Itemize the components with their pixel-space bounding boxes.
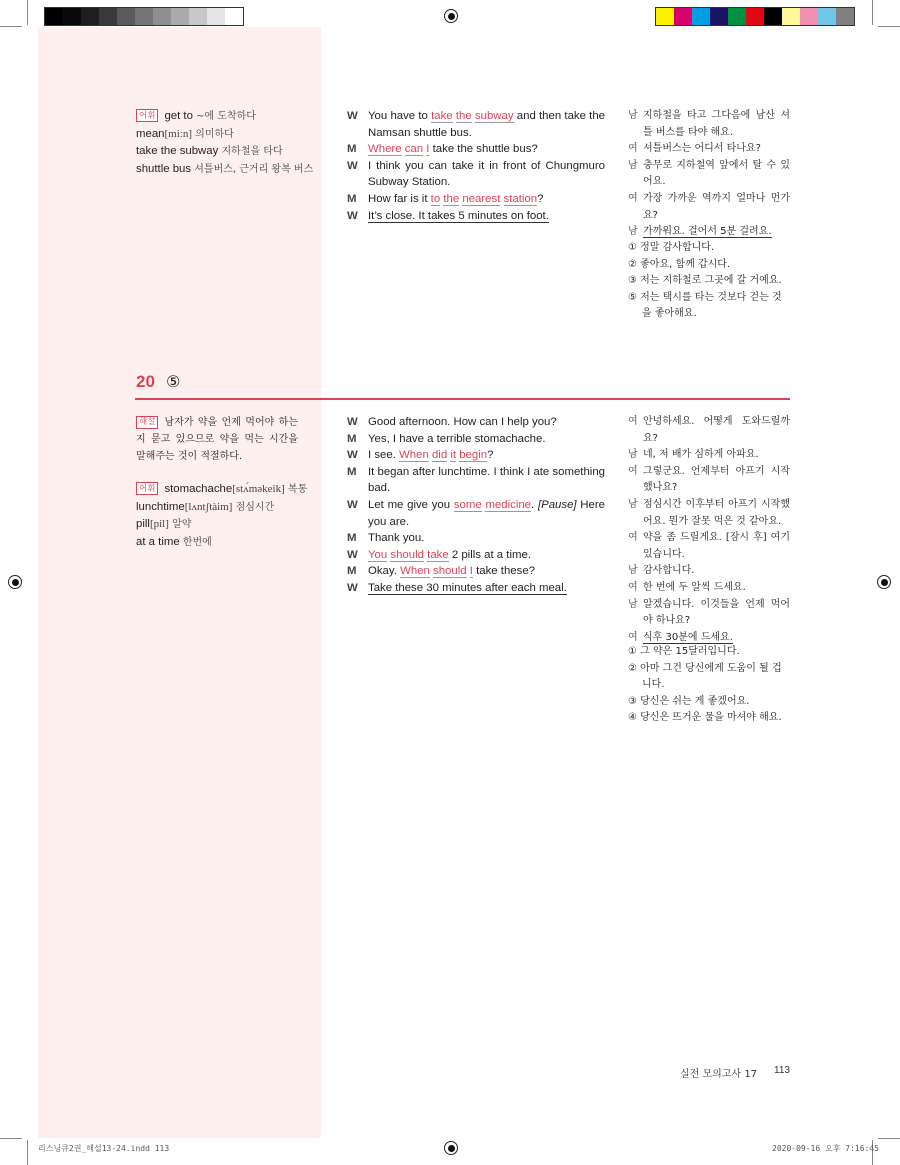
speaker-label: M [347, 432, 357, 445]
dialog-text [368, 497, 605, 530]
color-swatch [171, 8, 189, 25]
crop-mark [0, 1138, 22, 1139]
speaker-label: W [347, 159, 358, 172]
dictation-blank: nearest [462, 192, 501, 205]
dialog-sentence [368, 499, 605, 528]
dialog-sentence [368, 549, 531, 562]
q20-options [628, 644, 790, 727]
speaker-label: 여 [628, 143, 638, 155]
translation-sentence: 안녕하세요. 어떻게 도와드릴까요? [643, 416, 790, 444]
dialog-text [368, 547, 605, 564]
dictation-blank: the [455, 110, 472, 122]
color-swatch [782, 8, 800, 25]
dialog-fragment: take the shuttle bus? [429, 143, 538, 156]
color-swatch [117, 8, 135, 25]
color-swatch [800, 8, 818, 25]
translation-text [643, 597, 790, 630]
translation-line [628, 530, 790, 563]
vocab-word: mean [136, 127, 165, 140]
translation-sentence: 가까워요. 걸어서 5분 걸려요. [643, 226, 772, 238]
speaker-label: W [347, 416, 358, 428]
speaker-label: 남 [628, 598, 638, 610]
vocab-item [136, 534, 316, 552]
crop-mark [878, 26, 900, 27]
color-swatch [728, 8, 746, 25]
explanation-text: 남자가 약을 언제 먹어야 하는지 묻고 있으므로 약을 먹는 시간을 말해주는 것이 적절하다. [136, 417, 298, 462]
speaker-label: 여 [628, 581, 638, 593]
vocab-meaning: 의미하다 [195, 128, 234, 140]
dictation-blank: take [431, 110, 453, 122]
dialog-text [368, 431, 605, 448]
dialog-fragment: It’s close. It takes 5 minutes on foot. [368, 209, 549, 222]
speaker-label: W [347, 498, 358, 511]
dialog-fragment: ? [537, 192, 544, 205]
translation-line [628, 108, 790, 141]
vocab-item [136, 126, 316, 144]
dialog-fragment: I see. [368, 449, 400, 462]
translation-sentence: 지하철을 타고 그다음에 남산 셔틀 버스를 타야 해요. [643, 110, 790, 138]
vocab-meaning: 셔틀버스, 근거리 왕복 버스 [194, 163, 314, 175]
gray-color-bar [44, 7, 244, 26]
vocab-pronunciation: [lʌntʃtàim] [184, 500, 233, 513]
dialog-fragment: and then take the Namsan shuttle bus. [368, 110, 605, 139]
color-swatch [656, 8, 674, 25]
speaker-label: W [347, 449, 358, 462]
dialog-sentence [368, 416, 557, 428]
vocab-word: pill [136, 518, 150, 531]
dialog-line [347, 191, 605, 208]
registration-mark-icon [8, 575, 22, 589]
dialog-text [368, 158, 605, 191]
dialog-line [347, 497, 605, 530]
dialog-text [368, 108, 605, 141]
answer-option: ② 아마 그건 당신에게 도움이 될 겁니다. [628, 662, 782, 691]
translation-sentence: 점심시간 이후부터 아프기 시작했어요. 뭔가 잘못 먹은 것 같아요. [643, 498, 790, 527]
translation-line [628, 141, 790, 158]
q20-vocab [136, 481, 316, 551]
dictation-blank: begin [459, 449, 488, 462]
color-swatch [818, 8, 836, 25]
dialog-line [347, 158, 605, 191]
answer-option: ① 정말 감사합니다. [628, 242, 715, 253]
vocab-meaning: ~에 도착하다 [196, 111, 256, 122]
color-swatch [45, 8, 63, 25]
translation-text [643, 158, 790, 191]
translation-line [628, 191, 790, 224]
dialog-fragment: 2 pills at a time. [448, 548, 531, 561]
vocab-meaning: 지하철을 타다 [221, 146, 283, 158]
dictation-blank: medicine [485, 498, 532, 511]
registration-mark-icon [877, 575, 891, 589]
color-swatch [135, 8, 153, 25]
dialog-fragment: I think you can take it in front of Chungmuro Subway Station. [368, 159, 605, 189]
dialog-sentence [368, 565, 535, 578]
dialog-sentence [368, 532, 424, 544]
color-swatch [746, 8, 764, 25]
color-swatch [153, 8, 171, 25]
dialog-text [368, 447, 605, 464]
translation-text [643, 141, 790, 158]
dictation-blank: I [469, 565, 473, 578]
translation-sentence: 한 번에 두 알씩 드세요. [643, 581, 746, 593]
speaker-label: W [347, 581, 358, 594]
speaker-label: M [347, 143, 357, 156]
vocab-word: get to [164, 110, 193, 122]
dialog-fragment: Yes, I have a terrible stomachache. [368, 432, 546, 445]
answer-mark: ⑤ [166, 374, 181, 391]
dialog-fragment: Okay. [368, 565, 401, 578]
registration-mark-icon [444, 9, 458, 23]
dictation-blank: some [453, 498, 482, 511]
color-swatch [189, 8, 207, 25]
vocab-word: take the subway [136, 145, 219, 158]
dictation-blank: the [443, 192, 460, 205]
speaker-label: W [347, 548, 358, 561]
answer-option: ③ 저는 지하철로 그곳에 갈 거예요. [628, 275, 782, 287]
dialog-text [368, 141, 605, 158]
vocab-item [136, 161, 316, 179]
dialog-sentence [368, 143, 538, 156]
translation-sentence: 네, 저 배가 심하게 아파요. [643, 449, 759, 461]
translation-text [643, 191, 790, 224]
dialog-line [347, 108, 605, 141]
translation-line [628, 414, 790, 447]
dialog-sentence [368, 110, 605, 139]
vocab-item [136, 143, 316, 161]
speaker-label: 남 [628, 498, 638, 510]
dialog-line [347, 547, 605, 564]
crop-mark [27, 0, 28, 25]
translation-line [628, 497, 790, 530]
dialog-line [347, 431, 605, 448]
dictation-blank: should [390, 548, 424, 561]
dictation-blank: I [426, 143, 430, 156]
dialog-text [368, 563, 605, 580]
speaker-label: 여 [628, 192, 638, 204]
dialog-text [368, 414, 605, 431]
dialog-line [347, 447, 605, 464]
translation-text [643, 563, 790, 580]
dialog-fragment: Good afternoon. How can I help you? [368, 416, 557, 428]
dialog-fragment: It began after lunchtime. I think I ate something bad. [368, 465, 605, 495]
dictation-blank: When [399, 449, 429, 462]
translation-text [643, 224, 790, 241]
color-swatch [207, 8, 225, 25]
translation-sentence: 감사합니다. [643, 565, 695, 577]
translation-text [643, 530, 790, 563]
dialog-sentence [368, 449, 493, 462]
dialog-fragment: Let me give you [368, 498, 454, 511]
color-swatch [764, 8, 782, 25]
speaker-label: 남 [628, 110, 638, 121]
answer-option: ⑤ 저는 택시를 타는 것보다 걷는 것을 좋아해요. [628, 291, 782, 320]
speaker-label: 남 [628, 565, 638, 577]
crop-mark [872, 0, 873, 25]
translation-sentence: 가장 가까운 역까지 얼마나 먼가요? [643, 192, 790, 221]
translation-sentence: 식후 30분에 드세요. [643, 631, 733, 643]
translation-line [628, 563, 790, 580]
vocab-word: lunchtime [136, 500, 185, 513]
cmyk-color-bar [655, 7, 855, 26]
color-swatch [63, 8, 81, 25]
dialog-fragment: How far is it [368, 192, 431, 205]
q19-dialog [347, 108, 605, 224]
dialog-line [347, 208, 605, 225]
q19-options [628, 240, 790, 323]
dialog-sentence [368, 433, 546, 445]
vocab-pronunciation: [stʌ́məkeik] [232, 483, 285, 495]
print-timestamp: 2020-09-16 오후 7:16:45 [772, 1144, 879, 1153]
dictation-blank: When [400, 565, 430, 578]
color-swatch [225, 8, 243, 25]
color-swatch [710, 8, 728, 25]
dictation-blank: take [427, 548, 449, 561]
dialog-text [368, 530, 605, 547]
speaker-label: 여 [628, 416, 638, 427]
vocab-word: shuttle bus [136, 162, 192, 175]
dialog-fragment: ? [487, 449, 494, 462]
speaker-label: M [347, 465, 357, 478]
color-swatch [674, 8, 692, 25]
translation-sentence: 약을 좀 드릴게요. [잠시 후] 여기 있습니다. [643, 532, 790, 560]
translation-text [643, 464, 790, 497]
dialog-fragment: Take these 30 minutes after each meal. [368, 581, 567, 594]
vocab-meaning: 한번에 [182, 536, 212, 548]
color-swatch [836, 8, 854, 25]
translation-line [628, 447, 790, 464]
q19-translation [628, 108, 790, 241]
dialog-sentence [368, 193, 543, 206]
question-number: 20 [136, 372, 155, 391]
translation-text [643, 414, 790, 447]
dictation-blank: subway [474, 110, 514, 122]
dictation-blank: to [430, 192, 441, 205]
dialog-line [347, 530, 605, 547]
running-footer-section: 실전 모의고사 17 [680, 1069, 758, 1080]
translation-sentence: 그렇군요. 언제부터 아프기 시작했나요? [643, 465, 790, 494]
speaker-label: M [347, 192, 357, 205]
vocab-badge: 어휘 [136, 482, 158, 495]
color-swatch [81, 8, 99, 25]
dictation-blank: You [368, 548, 388, 561]
dialog-fragment: You have to [368, 110, 432, 122]
dialog-text [368, 191, 605, 208]
vocab-meaning: 알약 [172, 519, 192, 531]
speaker-label: M [347, 565, 357, 578]
vocab-item [136, 108, 316, 126]
vocab-badge: 어휘 [136, 109, 158, 122]
translation-line [628, 464, 790, 497]
speaker-label: 남 [628, 226, 638, 238]
dialog-fragment: [Pause] [537, 498, 577, 511]
explain-badge: 해설 [136, 416, 158, 429]
translation-sentence: 알겠습니다. 이것들을 언제 먹어야 하나요? [643, 598, 790, 627]
color-swatch [99, 8, 117, 25]
speaker-label: 남 [628, 159, 638, 171]
dictation-blank: station [503, 192, 538, 205]
dialog-sentence [368, 210, 549, 223]
dialog-line [347, 464, 605, 497]
margin-panel [38, 27, 321, 1138]
registration-mark-icon [444, 1141, 458, 1155]
color-swatch [692, 8, 710, 25]
dictation-blank: should [433, 565, 467, 578]
crop-mark [878, 1138, 900, 1139]
dialog-line [347, 414, 605, 431]
speaker-label: M [347, 532, 357, 545]
dialog-fragment: . [531, 498, 538, 511]
speaker-label: W [347, 209, 358, 222]
vocab-item [136, 516, 316, 534]
crop-mark [0, 26, 22, 27]
dialog-line [347, 563, 605, 580]
answer-option: ② 좋아요, 함께 갑시다. [628, 258, 731, 270]
dialog-text [368, 464, 605, 497]
speaker-label: W [347, 110, 358, 122]
vocab-item [136, 499, 316, 517]
section-divider [135, 398, 790, 400]
dialog-line [347, 580, 605, 597]
translation-text [643, 108, 790, 141]
crop-mark [27, 1140, 28, 1165]
translation-line [628, 224, 790, 241]
q20-translation [628, 414, 790, 646]
vocab-pronunciation: [pil] [149, 518, 169, 531]
speaker-label: 여 [628, 465, 638, 477]
speaker-label: 여 [628, 631, 638, 643]
translation-line [628, 158, 790, 191]
dictation-blank: it [450, 449, 457, 462]
dictation-blank: did [431, 449, 448, 462]
vocab-meaning: 복통 [287, 484, 308, 495]
translation-line [628, 580, 790, 597]
translation-sentence: 셔틀버스는 어디서 타나요? [643, 143, 761, 155]
speaker-label: 남 [628, 449, 638, 461]
vocab-word: at a time [136, 535, 180, 548]
dialog-fragment: take these? [472, 565, 535, 578]
translation-text [643, 497, 790, 530]
translation-line [628, 597, 790, 630]
dialog-text [368, 208, 605, 225]
answer-option: ④ 당신은 뜨거운 물을 마셔야 해요. [628, 712, 782, 724]
dialog-sentence [368, 582, 567, 595]
vocab-meaning: 점심시간 [235, 501, 275, 513]
dictation-blank: can [404, 143, 424, 156]
answer-option: ③ 당신은 쉬는 게 좋겠어요. [628, 695, 750, 707]
translation-text [643, 580, 790, 597]
q19-vocab [136, 108, 316, 178]
dictation-blank: Where [368, 143, 402, 156]
dialog-line [347, 141, 605, 158]
answer-option: ① 그 약은 15달러입니다. [628, 646, 740, 657]
q20-explanation [136, 414, 298, 465]
speaker-label: 여 [628, 532, 638, 544]
dialog-sentence [368, 466, 605, 495]
dialog-fragment: Thank you. [368, 532, 425, 545]
page-number: 113 [774, 1065, 790, 1076]
vocab-item [136, 481, 316, 499]
dialog-fragment: Here you are. [368, 498, 605, 528]
file-slug: 리스닝큐2권_해설13-24.indd 113 [38, 1144, 170, 1153]
vocab-word: stomachache [164, 483, 233, 495]
vocab-pronunciation: [miːn] [164, 127, 192, 140]
translation-sentence: 충무로 지하철역 앞에서 탈 수 있어요. [643, 159, 790, 188]
q20-dialog [347, 414, 605, 597]
translation-text [643, 447, 790, 464]
dialog-sentence [368, 160, 605, 189]
dialog-text [368, 580, 605, 597]
